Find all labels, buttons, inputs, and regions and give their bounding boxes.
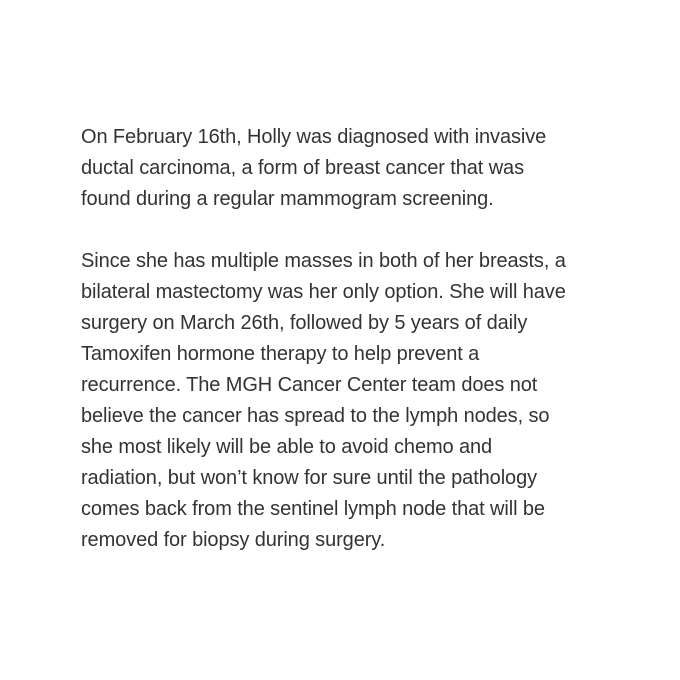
text-line: bilateral mastectomy was her only option. She will have (81, 281, 566, 303)
text-line: found during a regular mammogram screening. (81, 188, 494, 210)
text-line: Since she has multiple masses in both of her breasts, a (81, 250, 566, 272)
paragraph-diagnosis (81, 122, 641, 215)
text-line: comes back from the sentinel lymph node that will be (81, 498, 545, 520)
text-line: On February 16th, Holly was diagnosed with invasive (81, 126, 547, 148)
text-line: she most likely will be able to avoid chemo and (81, 436, 493, 458)
text-line: removed for biopsy during surgery. (81, 529, 386, 551)
story-text (81, 122, 641, 556)
paragraph-treatment (81, 246, 641, 556)
text-line: recurrence. The MGH Cancer Center team does not (81, 374, 538, 396)
text-line: ductal carcinoma, a form of breast cancer that was (81, 157, 524, 179)
text-line: Tamoxifen hormone therapy to help prevent a (81, 343, 480, 365)
text-line: surgery on March 26th, followed by 5 years of daily (81, 312, 528, 334)
text-line: radiation, but won’t know for sure until the pathology (81, 467, 537, 489)
text-line: believe the cancer has spread to the lymph nodes, so (81, 405, 550, 427)
